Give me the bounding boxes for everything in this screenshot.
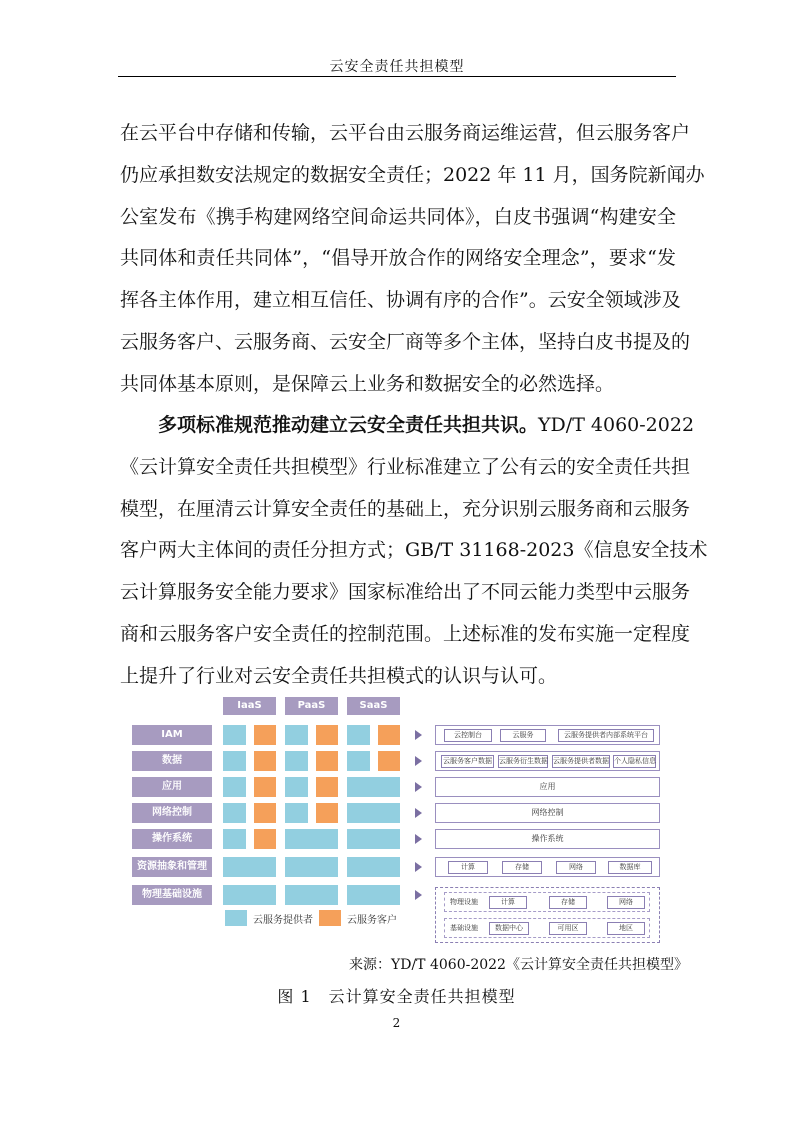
infrastructure-row <box>444 918 650 938</box>
column-header-paas: PaaS <box>285 697 338 715</box>
chip: 地区 <box>607 922 645 935</box>
customer-cell <box>316 725 338 745</box>
customer-cell <box>378 751 400 771</box>
bold-lead: 多项标准规范推动建立云安全责任共担共识。 <box>158 414 539 436</box>
resource-box <box>435 857 660 877</box>
chip: 网络 <box>556 861 596 874</box>
network-box <box>435 803 660 823</box>
arrow-icon <box>415 890 422 900</box>
column-header-saas: SaaS <box>347 697 400 715</box>
customer-cell <box>254 829 276 849</box>
paragraph-line: 商和云服务客户安全责任的控制范围。上述标准的发布实施一定程度 <box>120 622 691 645</box>
arrow-icon <box>415 782 422 792</box>
provider-cell <box>223 857 276 877</box>
header-rule <box>118 76 676 77</box>
chip: 云服务 <box>500 729 546 742</box>
provider-cell <box>223 777 246 797</box>
chip: 数据中心 <box>489 922 529 935</box>
legend-customer-label: 云服务客户 <box>347 915 397 926</box>
provider-cell <box>347 803 400 823</box>
provider-cell <box>347 857 400 877</box>
provider-cell <box>223 803 246 823</box>
chip: 网络 <box>607 896 645 909</box>
row-label-application: 应用 <box>132 777 212 797</box>
chip: 计算 <box>448 861 488 874</box>
row-label-os: 操作系统 <box>132 829 212 849</box>
responsibility-model-figure <box>132 697 662 947</box>
chip: 云服务提供者内部系统平台 <box>558 729 654 742</box>
customer-cell <box>316 803 338 823</box>
paragraph-line: 共同体基本原则，是保障云上业务和数据安全的必然选择。 <box>120 372 615 395</box>
paragraph-line: 云服务客户、云服务商、云安全厂商等多个主体，坚持白皮书提及的 <box>120 330 691 353</box>
customer-cell <box>254 803 276 823</box>
customer-cell <box>254 751 276 771</box>
provider-cell <box>285 751 308 771</box>
provider-cell <box>285 829 338 849</box>
customer-cell <box>316 777 338 797</box>
network-box-label: 网络控制 <box>531 808 564 817</box>
customer-cell <box>378 725 400 745</box>
standard-id: YD/T 4060-2022 <box>538 414 695 436</box>
iam-box <box>435 725 660 745</box>
chip: 数据库 <box>608 861 652 874</box>
provider-cell <box>223 751 246 771</box>
row-label-network-control: 网络控制 <box>132 803 212 823</box>
provider-cell <box>347 885 400 905</box>
paragraph-line: 模型，在厘清云计算安全责任的基础上，充分识别云服务商和云服务 <box>120 497 691 520</box>
arrow-icon <box>415 862 422 872</box>
header-title: 云安全责任共担模型 <box>329 59 465 75</box>
paragraph-line: 仍应承担数安法规定的数据安全责任；2022 年 11 月，国务院新闻办 <box>120 163 705 186</box>
figure-source: 来源：YD/T 4060-2022《云计算安全责任共担模型》 <box>349 957 688 973</box>
physical-facility-label: 物理设施 <box>450 898 478 906</box>
chip: 存储 <box>549 896 587 909</box>
row-label-resource: 资源抽象和管理 <box>132 857 212 877</box>
paragraph-line <box>120 405 695 447</box>
customer-cell <box>316 751 338 771</box>
paragraph-line: 《云计算安全责任共担模型》行业标准建立了公有云的安全责任共担 <box>120 455 691 478</box>
data-box <box>435 751 660 771</box>
customer-cell <box>254 725 276 745</box>
chip: 计算 <box>489 896 527 909</box>
legend-provider-swatch <box>225 910 247 926</box>
paragraph-line: 在云平台中存储和传输，云平台由云服务商运维运营，但云服务客户 <box>120 122 691 144</box>
column-header-iaas: IaaS <box>223 697 276 715</box>
provider-cell <box>223 829 246 849</box>
arrow-icon <box>415 730 422 740</box>
paragraph-2 <box>120 405 708 698</box>
app-box-label: 应用 <box>539 782 556 791</box>
provider-cell <box>285 885 338 905</box>
chip: 个人隐私信息 <box>613 755 656 768</box>
arrow-icon <box>415 756 422 766</box>
row-label-physical: 物理基础设施 <box>132 885 212 905</box>
legend-provider-label: 云服务提供者 <box>253 915 313 926</box>
provider-cell <box>347 725 370 745</box>
provider-cell <box>347 751 370 771</box>
provider-cell <box>347 829 400 849</box>
provider-cell <box>223 885 276 905</box>
paragraph-line: 挥各主体作用，建立相互信任、协调有序的合作”。云安全领域涉及 <box>120 289 681 312</box>
paragraph-line: 云计算服务安全能力要求》国家标准给出了不同云能力类型中云服务 <box>120 581 691 604</box>
customer-cell <box>254 777 276 797</box>
chip: 云服务客户数据 <box>441 755 494 768</box>
chip: 云服务提供者数据 <box>552 755 610 768</box>
provider-cell <box>285 803 308 823</box>
paragraph-line: 公室发布《携手构建网络空间命运共同体》，白皮书强调“构建安全 <box>120 205 676 228</box>
infrastructure-label: 基础设施 <box>450 924 478 932</box>
chip: 可用区 <box>549 922 587 935</box>
page-number: 2 <box>392 1016 401 1030</box>
row-label-data: 数据 <box>132 751 212 771</box>
arrow-icon <box>415 834 422 844</box>
chip: 存储 <box>502 861 542 874</box>
paragraph-1 <box>120 113 705 406</box>
legend-customer-swatch <box>319 910 341 926</box>
provider-cell <box>347 777 400 797</box>
provider-cell <box>223 725 246 745</box>
paragraph-line: 客户两大主体间的责任分担方式；GB/T 31168-2023《信息安全技术 <box>120 539 708 562</box>
os-box-label: 操作系统 <box>531 834 564 843</box>
provider-cell <box>285 725 308 745</box>
chip: 云控制台 <box>444 729 492 742</box>
row-label-iam: IAM <box>132 725 212 745</box>
os-box <box>435 829 660 849</box>
physical-infrastructure-box <box>435 887 660 943</box>
chip: 云服务衍生数据 <box>498 755 548 768</box>
provider-cell <box>285 857 338 877</box>
paragraph-line: 共同体和责任共同体”，“倡导开放合作的网络安全理念”，要求“发 <box>120 247 676 270</box>
app-box <box>435 777 660 797</box>
arrow-icon <box>415 808 422 818</box>
provider-cell <box>285 777 308 797</box>
figure-caption: 图 1 云计算安全责任共担模型 <box>277 987 516 1006</box>
physical-facility-row <box>444 892 650 912</box>
paragraph-line: 上提升了行业对云安全责任共担模式的认识与认可。 <box>120 664 558 687</box>
